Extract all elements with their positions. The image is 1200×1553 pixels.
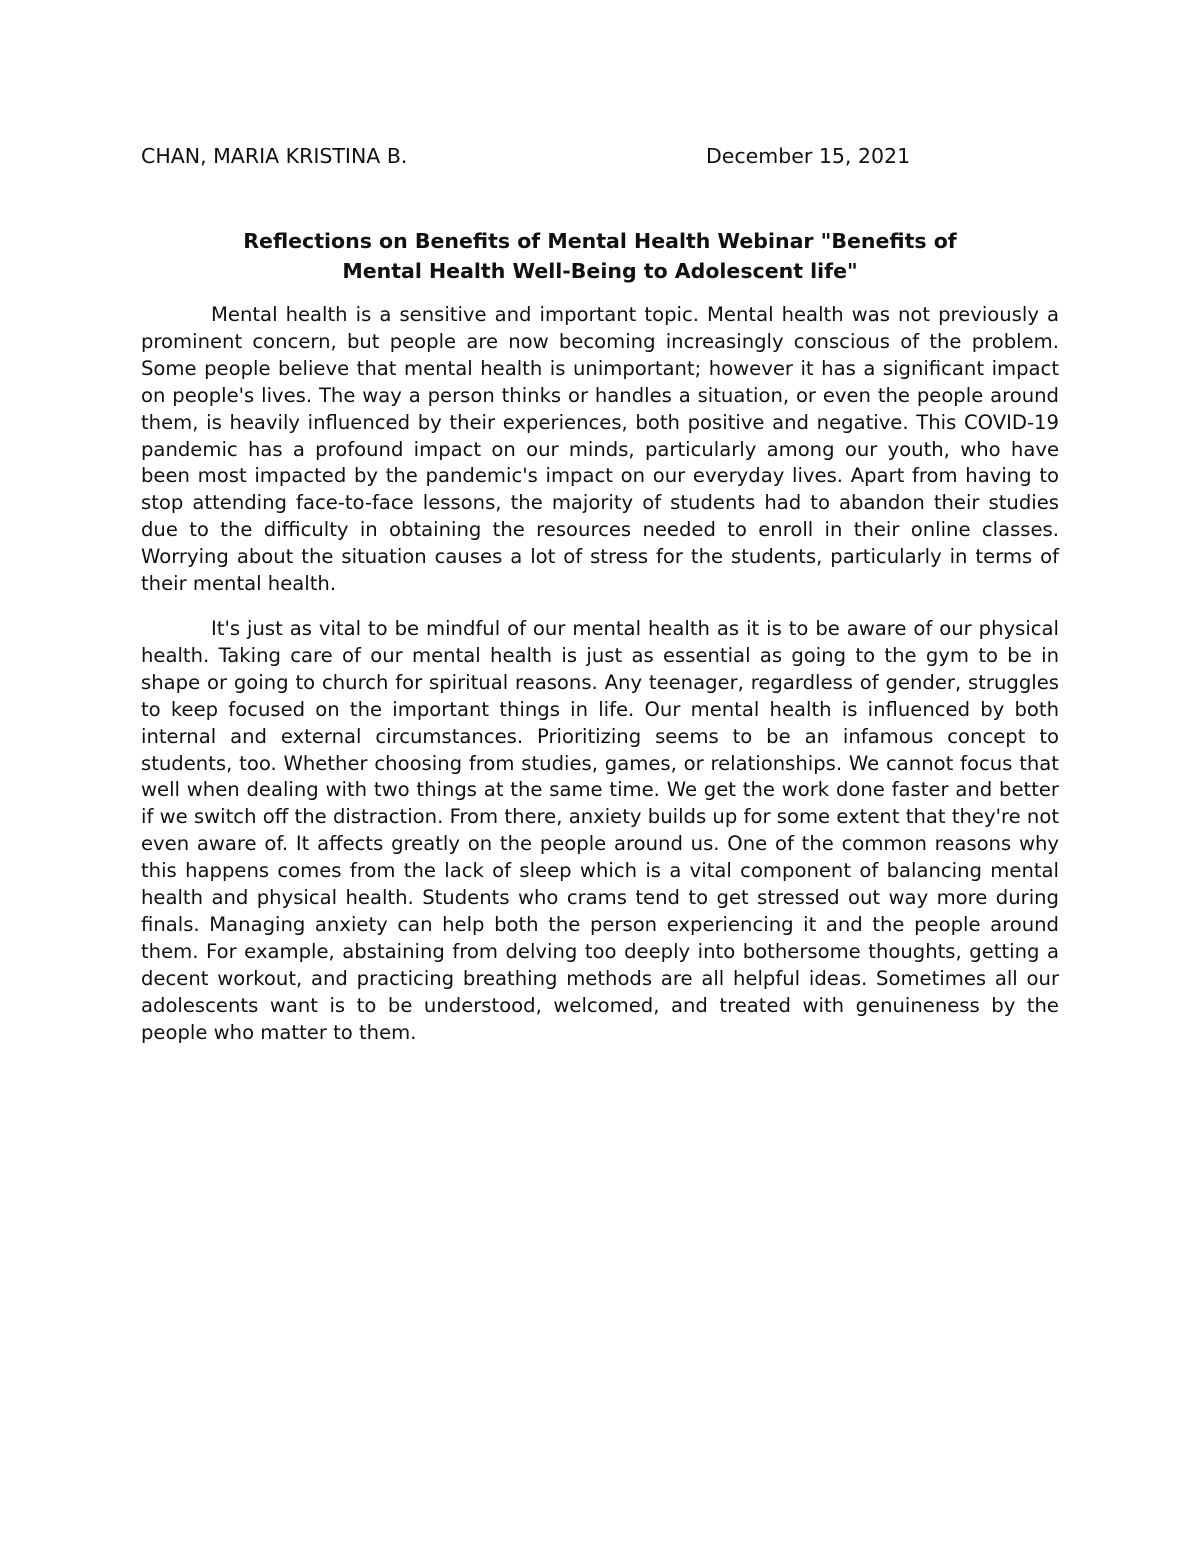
title-line-1: Reflections on Benefits of Mental Health Webinar "Benefits of (243, 229, 957, 253)
body-paragraph: It's just as vital to be mindful of our mental health as it is to be aware of our physical health. Taking care of our mental health is just as essential as going to the gym to be in shape or going to church for spiritual reasons. Any teenager, regardless of gender, struggles to keep focused on the important things in life. Our mental health is influenced by both internal and external circumstances. Prioritizing seems to be an infamous concept to students, too. Whether choosing from studies, games, or relationships. We cannot focus that well when dealing with two things at the same time. We get the work done faster and better if we switch off the distraction. From there, anxiety builds up for some extent that they're not even aware of. It affects greatly on the people around us. One of the common reasons why this happens comes from the lack of sleep which is a vital component of balancing mental health and physical health. Students who crams tend to get stressed out way more during finals. Managing anxiety can help both the person experiencing it and the people around them. For example, abstaining from delving too deeply into bothersome thoughts, getting a decent workout, and practicing breathing methods are all helpful ideas. Sometimes all our adolescents want is to be understood, welcomed, and treated with genuineness by the people who matter to them. (141, 616, 1059, 1044)
author-name: CHAN, MARIA KRISTINA B. (141, 144, 408, 168)
document-body (141, 302, 1059, 1046)
body-paragraph: Mental health is a sensitive and important topic. Mental health was not previously a prominent concern, but people are now becoming increasingly conscious of the problem. Some people believe that mental health is unimportant; however it has a significant impact on people's lives. The way a person thinks or handles a situation, or even the people around them, is heavily influenced by their experiences, both positive and negative. This COVID-19 pandemic has a profound impact on our minds, particularly among our youth, who have been most impacted by the pandemic's impact on our everyday lives. Apart from having to stop attending face-to-face lessons, the majority of students had to abandon their studies due to the difficulty in obtaining the resources needed to enroll in their online classes. Worrying about the situation causes a lot of stress for the students, particularly in terms of their mental health. (141, 303, 1059, 596)
document-title (141, 226, 1059, 286)
title-line-2: Mental Health Well-Being to Adolescent life" (342, 259, 858, 283)
document-header (141, 141, 1059, 171)
document-date: December 15, 2021 (706, 144, 911, 168)
